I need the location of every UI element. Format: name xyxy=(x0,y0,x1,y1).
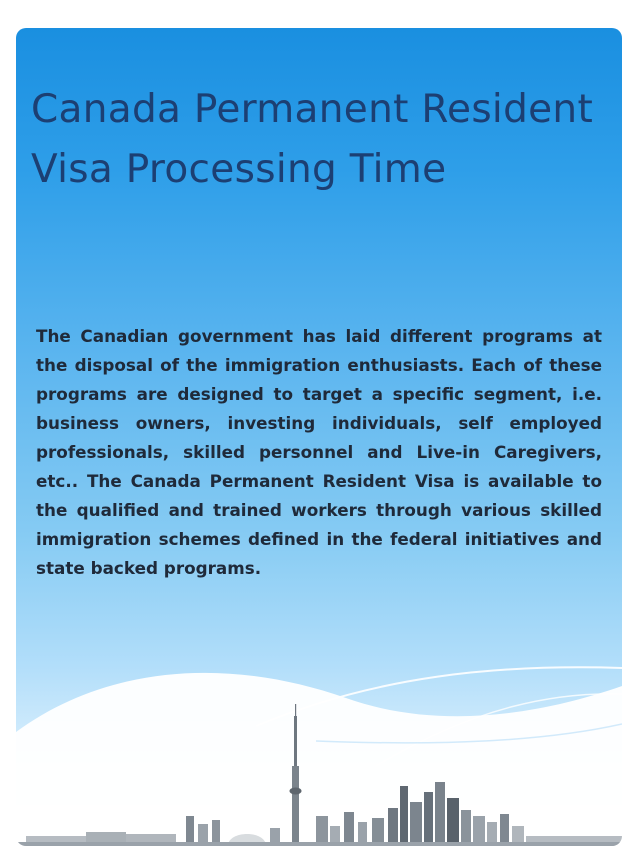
skyline-illustration xyxy=(16,646,622,846)
slide-body-text: The Canadian government has laid different programs at the disposal of the immigration enthusiasts. Each of these programs are designed to target a specific segment, i.e. business owners, investing individuals, self employed professionals, skilled personnel and Live-in Caregivers, etc.. The Canada Permanent Resident Visa is available to the qualified and trained workers through various skilled immigration schemes defined in the federal initiatives and state backed programs. xyxy=(36,326,602,578)
slide-title: Canada Permanent Resident Visa Processing Time xyxy=(31,87,594,192)
slide xyxy=(16,28,622,846)
